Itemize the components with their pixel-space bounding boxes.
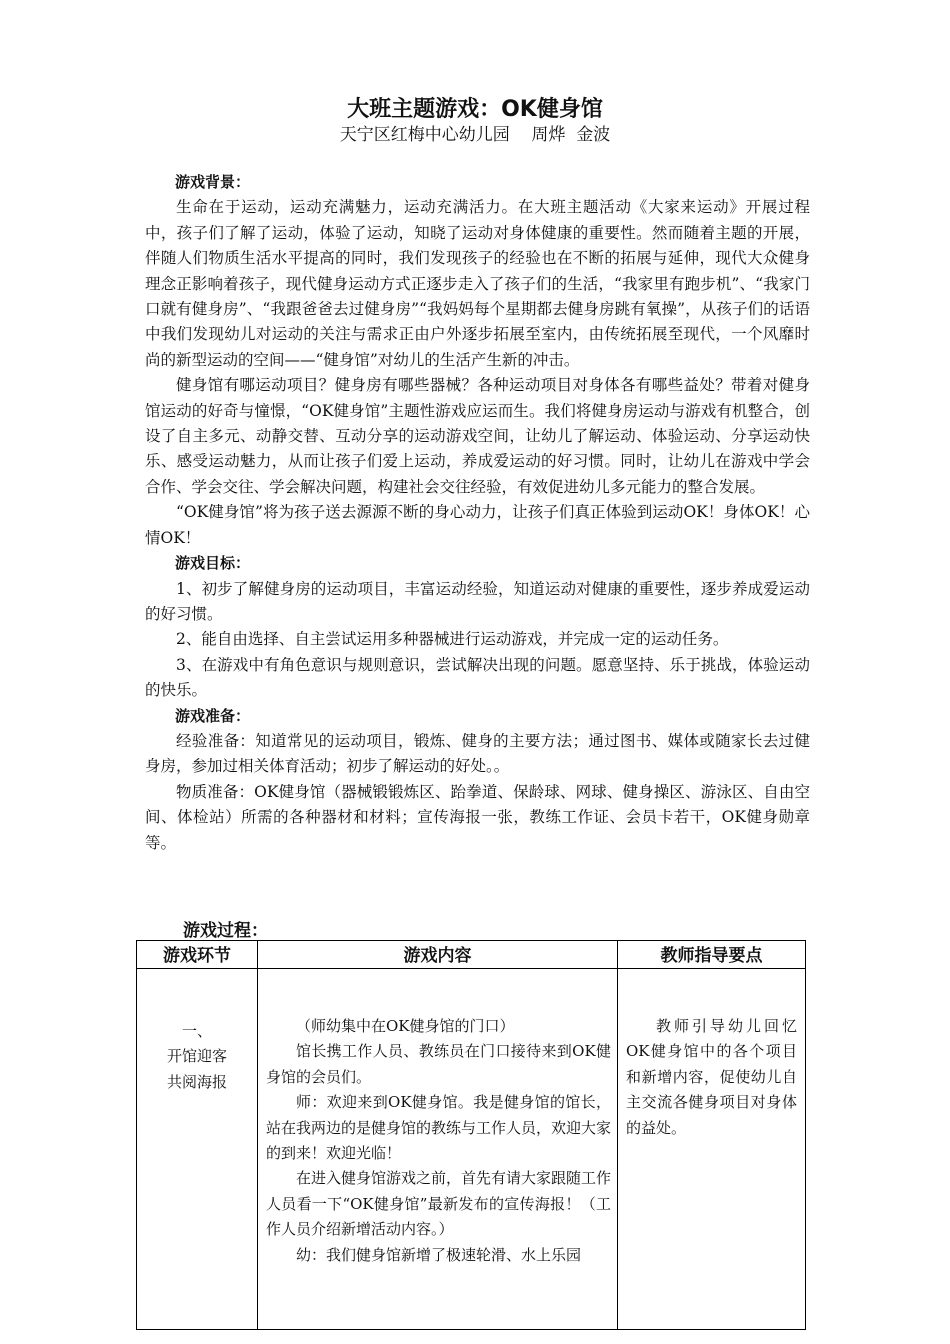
content-paragraph: 幼：我们健身馆新增了极速轮滑、水上乐园 xyxy=(296,1245,582,1264)
section-heading-process: 游戏过程： xyxy=(183,921,268,941)
game-process-table xyxy=(136,940,806,1330)
table-header-content: 游戏内容 xyxy=(258,941,618,969)
paragraph: 生命在于运动，运动充满魅力，运动充满活力。在大班主题活动《大家来运动》开展过程中，孩子们了解了运动，体验了运动，知晓了运动对身体健康的重要性。然而随着主题的开展，伴随人们物质生活水平提高的同时，我们发现孩子的经验也在不断的拓展与延伸，现代大众健身理念正影响着孩子，现代健身运动方式正逐步走入了孩子们的生活，“我家里有跑步机”、“我家门口就有健身房”、“我跟爸爸去过健身房”“我妈妈每个星期都去健身房跳有氧操”，从孩子们的话语中我们发现幼儿对运动的关注与需求正由户外逐步拓展至室内，由传统拓展至现代，一个风靡时尚的新型运动的空间——“健身馆”对幼儿的生活产生新的冲击。 xyxy=(145,198,810,369)
paragraph: “OK健身馆”将为孩子送去源源不断的身心动力，让孩子们真正体验到运动OK！身体OK！心情OK！ xyxy=(145,503,810,547)
document-title: 大班主题游戏：OK健身馆 xyxy=(347,97,603,122)
content-paragraph: 师：欢迎来到OK健身馆。我是健身馆的馆长，站在我两边的是健身馆的教练与工作人员，欢迎大家的到来！欢迎光临！ xyxy=(266,1093,612,1163)
goal-item: 3、在游戏中有角色意识与规则意识，尝试解决出现的问题。愿意坚持、乐于挑战，体验运动的快乐。 xyxy=(145,655,810,700)
section-heading-background: 游戏背景： xyxy=(175,173,251,191)
paragraph: 物质准备：OK健身馆（器械锻锻炼区、跆拳道、保龄球、网球、健身操区、游泳区、自由空间、体检站）所需的各种器材和材料；宣传海报一张，教练工作证、会员卡若干，OK健身勋章等。 xyxy=(145,782,810,852)
goal-item: 1、初步了解健身房的运动项目，丰富运动经验，知道运动对健康的重要性，逐步养成爱运动的好习惯。 xyxy=(145,579,810,623)
document-body xyxy=(145,170,810,856)
stage-name: 共阅海报 xyxy=(166,1072,227,1091)
document-author-line: 天宁区红梅中心幼儿园 周烨 金波 xyxy=(339,125,611,145)
stage-number: 一、 xyxy=(181,1022,212,1040)
section-heading-preparation: 游戏准备： xyxy=(175,706,251,725)
table-header-row xyxy=(137,941,806,969)
content-paragraph: 在进入健身馆游戏之前，首先有请大家跟随工作人员看一下“OK健身馆”最新发布的宣传海报！（工作人员介绍新增活动内容。） xyxy=(266,1169,612,1239)
table-header-stage: 游戏环节 xyxy=(137,941,258,969)
paragraph: 经验准备：知道常见的运动项目，锻炼、健身的主要方法；通过图书、媒体或随家长去过健身房，参加过相关体育活动；初步了解运动的好处。。 xyxy=(145,731,810,776)
table-cell-stage xyxy=(137,969,258,1330)
content-paragraph: 馆长携工作人员、教练员在门口接待来到OK健身馆的会员们。 xyxy=(266,1042,611,1086)
stage-name: 开馆迎客 xyxy=(166,1047,227,1066)
paragraph: 健身馆有哪运动项目？健身房有哪些器械？各种运动项目对身体各有哪些益处？带着对健身馆运动的好奇与憧憬，“OK健身馆”主题性游戏应运而生。我们将健身房运动与游戏有机整合，创设了自主多元、动静交替、互动分享的运动游戏空间，让幼儿了解运动、体验运动、分享运动快乐、感受运动魅力，从而让孩子们爱上运动，养成爱运动的好习惯。同时，让幼儿在游戏中学会合作、学会交往、学会解决问题，构建社会交往经验，有效促进幼儿多元能力的整合发展。 xyxy=(145,376,810,496)
table-cell-tips xyxy=(618,969,806,1330)
teacher-tips: 教师引导幼儿回忆OK健身馆中的各个项目和新增内容，促使幼儿自主交流各健身项目对身体的益处。 xyxy=(626,1017,797,1137)
goal-item: 2、能自由选择、自主尝试运用多种器械进行运动游戏，并完成一定的运动任务。 xyxy=(176,630,729,649)
section-heading-goals: 游戏目标： xyxy=(175,554,251,573)
content-paragraph: （师幼集中在OK健身馆的门口） xyxy=(296,1017,515,1035)
table-row xyxy=(137,969,806,1330)
table-cell-content xyxy=(258,969,618,1330)
table-header-tips: 教师指导要点 xyxy=(618,941,806,969)
